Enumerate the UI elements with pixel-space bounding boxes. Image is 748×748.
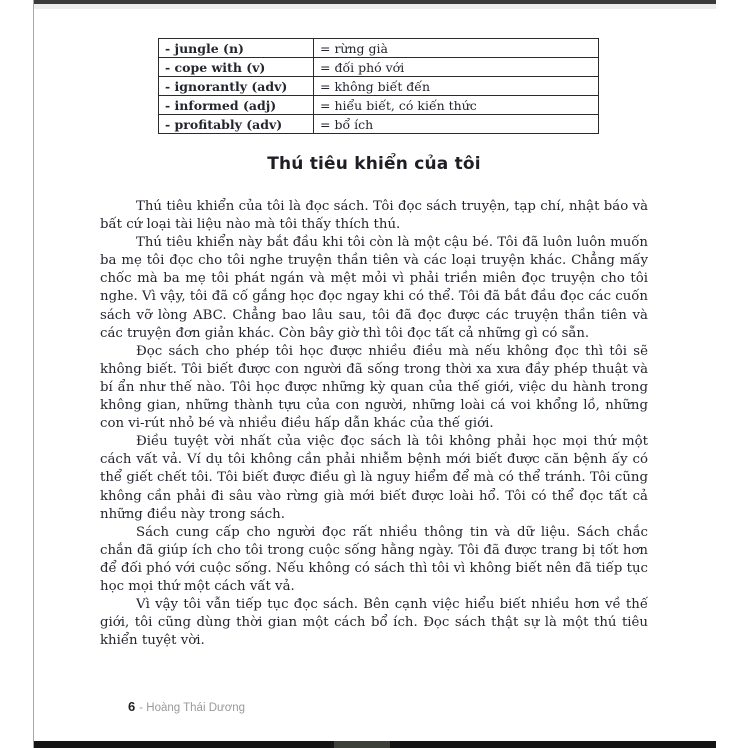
paragraph: Vì vậy tôi vẫn tiếp tục đọc sách. Bên cạnh việc hiểu biết nhiều hơn về thế giới, tôi cũng dùng thời gian một cách bổ ích. Đọc sách thật sự là một thú tiêu khiển tuyệt vời. [100, 597, 648, 649]
vocab-definition: = hiểu biết, có kiến thức [314, 96, 599, 115]
scan-bottom-edge-highlight [334, 741, 390, 748]
vocabulary-table [158, 38, 599, 134]
scan-bottom-edge [34, 741, 716, 748]
footer-author: - Hoàng Thái Dương [139, 702, 246, 714]
paragraph: Đọc sách cho phép tôi học được nhiều điều mà nếu không đọc thì tôi sẽ không biết. Tôi biết được con người đã sống trong thời xa xưa đầy phép thuật và bí ẩn như thế nào. Tôi học được những kỳ quan của thế giới, việc du hành trong không gian, những thành tựu của con người, những loài cá voi khổng lồ, những con vi-rút nhỏ bé và nhiều điều hấp dẫn khác của thế giới. [100, 343, 648, 432]
page-footer [128, 699, 245, 714]
vocab-definition: = không biết đến [314, 77, 599, 96]
vocab-term: - cope with (v) [159, 58, 314, 77]
table-row [159, 77, 599, 96]
scan-top-edge-shadow [34, 4, 716, 9]
paragraph: Sách cung cấp cho người đọc rất nhiều thông tin và dữ liệu. Sách chắc chắn đã giúp ích cho tôi trong cuộc sống hằng ngày. Tôi đã được trang bị tốt hơn để đối phó với cuộc sống. Nếu không có sách thì tôi vì không biết nên đã tiếp tục học mọi thứ một cách vất vả. [100, 524, 648, 594]
vocab-definition: = rừng già [314, 39, 599, 58]
article-body [100, 198, 648, 650]
article-title: Thú tiêu khiển của tôi [267, 154, 481, 174]
vocab-definition: = bổ ích [314, 115, 599, 134]
table-row [159, 115, 599, 134]
paragraph: Thú tiêu khiển này bắt đầu khi tôi còn là một cậu bé. Tôi đã luôn luôn muốn ba mẹ tôi đọc cho tôi nghe truyện thần tiên và các loại truyện khác. Chẳng mấy chốc mà ba mẹ tôi phát ngán và mệt mỏi vì phải triền miên đọc truyện cho tôi nghe. Vì vậy, tôi đã cố gắng học đọc ngay khi có thể. Tôi đã bắt đầu đọc các cuốn sách vỡ lòng ABC. Chẳng bao lâu sau, tôi đã đọc được các truyện thần tiên và các truyện đơn giản khác. Còn bây giờ thì tôi đọc tất cả những gì có sẵn. [100, 235, 648, 341]
paragraph: Điều tuyệt vời nhất của việc đọc sách là tôi không phải học mọi thứ một cách vất vả. Ví dụ tôi không cần phải nhiễm bệnh mới biết được căn bệnh ấy có thể giết chết tôi. Tôi biết được điều gì là nguy hiểm để mà có thể tránh. Tôi cũng không cần phải đi sâu vào rừng già mới biết được loài hổ. Tôi có thể đọc tất cả những điều này trong sách. [100, 434, 648, 522]
vocab-term: - informed (adj) [159, 96, 314, 115]
table-row [159, 58, 599, 77]
vocab-term: - ignorantly (adv) [159, 77, 314, 96]
table-row [159, 96, 599, 115]
vocab-definition: = đối phó với [314, 58, 599, 77]
page-number: 6 [128, 699, 136, 714]
vocab-term: - profitably (adv) [159, 115, 314, 134]
vocab-term: - jungle (n) [159, 39, 314, 58]
paragraph: Thú tiêu khiển của tôi là đọc sách. Tôi đọc sách truyện, tạp chí, nhật báo và bất cứ loại tài liệu nào mà tôi thấy thích thú. [100, 199, 648, 233]
page-left-edge-line [33, 0, 34, 748]
table-row [159, 39, 599, 58]
